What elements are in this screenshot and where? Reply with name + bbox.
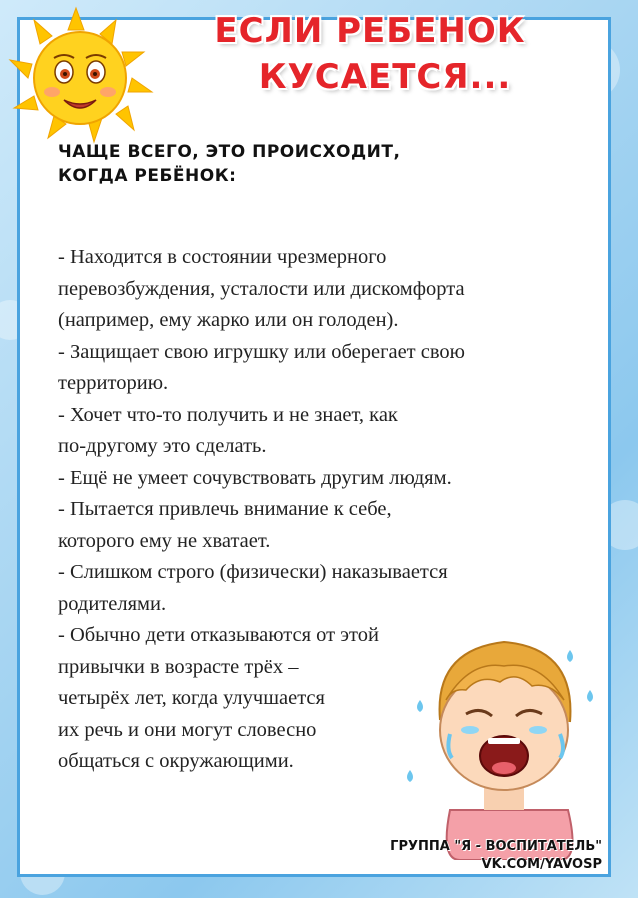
body-line: которого ему не хватает.	[58, 529, 271, 552]
subtitle-line-2: КОГДА РЕБЁНОК:	[58, 166, 237, 186]
group-name: ГРУППА "Я - ВОСПИТАТЕЛЬ"	[390, 839, 602, 854]
title-line-1: ЕСЛИ РЕБЕНОК	[214, 11, 526, 51]
body-line: - Пытается привлечь внимание к себе,	[58, 498, 392, 520]
body-line: перевозбуждения, усталости или дискомфорта	[58, 277, 465, 300]
title-line-2: КУСАЕТСЯ...	[258, 57, 512, 97]
body-line: - Защищает свою игрушку или оберегает свою	[58, 340, 465, 363]
body-line: четырёх лет, когда улучшается	[58, 687, 325, 709]
group-credit	[366, 838, 602, 874]
body-line: - Хочет что-то получить и не знает, как	[58, 403, 398, 426]
body-line: родителями.	[58, 592, 167, 615]
body-line: - Находится в состоянии чрезмерного	[58, 246, 387, 268]
subtitle-line-1: ЧАЩЕ ВСЕГО, ЭТО ПРОИСХОДИТ,	[58, 142, 401, 162]
body-line: их речь и они могут словесно	[58, 718, 317, 741]
body-line: - Обычно дети отказываются от этой	[58, 624, 379, 646]
poster-title	[180, 8, 560, 100]
body-line: - Слишком строго (физически) наказывается	[58, 561, 448, 583]
poster-subtitle	[58, 140, 578, 188]
group-url: VK.COM/YAVOSP	[481, 857, 602, 872]
body-line: территорию.	[58, 372, 169, 394]
sun-face-icon	[4, 0, 164, 150]
crying-child-icon	[400, 630, 610, 860]
body-line: общаться с окружающими.	[58, 750, 294, 772]
body-line: - Ещё не умеет сочувствовать другим людям.	[58, 466, 452, 489]
body-line: привычки в возрасте трёх –	[58, 655, 299, 678]
body-line: по-другому это сделать.	[58, 435, 267, 457]
body-line: (например, ему жарко или он голоден).	[58, 309, 399, 331]
